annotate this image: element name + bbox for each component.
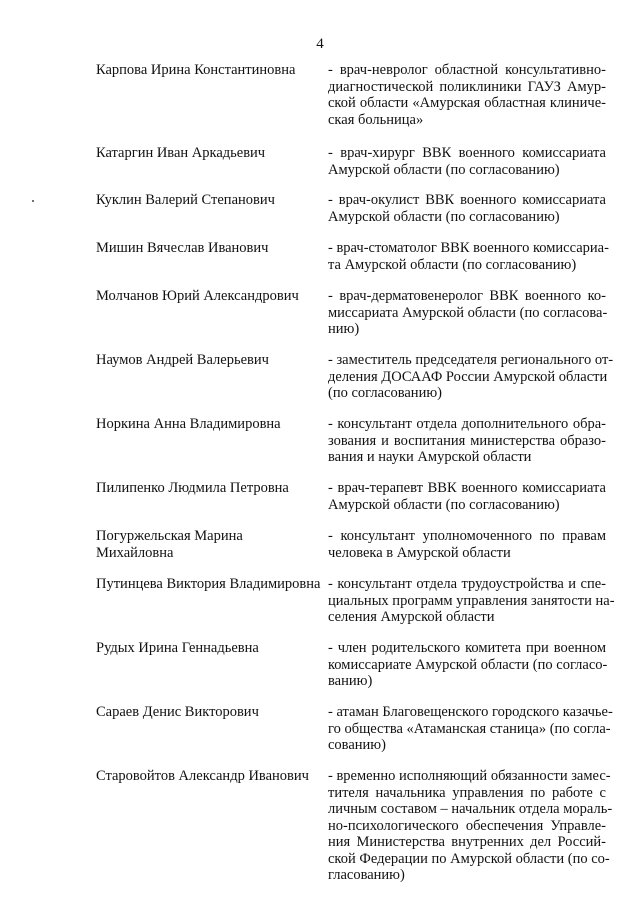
member-name-line: Мишин Вячеслав Иванович xyxy=(96,240,269,256)
member-role xyxy=(328,640,606,690)
member-role-line: сованию) xyxy=(328,737,386,753)
member-role-line: - консультант отдела трудоустройства и спе- xyxy=(328,576,606,592)
member-role-line: зования и воспитания министерства образо- xyxy=(328,432,606,449)
member-role-line: комиссариате Амурской области (по согласо- xyxy=(328,656,608,673)
member-role-line: - атаман Благовещенского городского казачье- xyxy=(328,704,613,720)
member-name xyxy=(96,416,321,433)
member-role-line: циальных программ управления занятости на- xyxy=(328,592,615,609)
member-role-line: тителя начальника управления по работе с xyxy=(328,784,606,801)
member-role-line: - врач-терапевт ВВК военного комиссариата xyxy=(328,480,606,496)
member-name-line: Погуржельская Марина xyxy=(96,528,243,544)
member-name xyxy=(96,704,321,721)
member-name xyxy=(96,576,321,593)
member-role-line: - консультант отдела дополнительного обра- xyxy=(328,416,606,432)
member-name-line: Карпова Ирина Константиновна xyxy=(96,62,296,78)
member-role-line: та Амурской области (по согласованию) xyxy=(328,256,577,273)
member-name-line: Молчанов Юрий Александрович xyxy=(96,288,299,304)
member-name-line: Рудых Ирина Геннадьевна xyxy=(96,640,259,656)
member-role-line: ской Федерации по Амурской области (по со- xyxy=(328,850,610,867)
member-role-line: но-психологического обеспечения Управле- xyxy=(328,817,606,834)
member-name-line: Куклин Валерий Степанович xyxy=(96,192,275,208)
member-role xyxy=(328,145,606,178)
member-name xyxy=(96,145,321,162)
member-role-line: Амурской области (по согласованию) xyxy=(328,161,560,178)
scan-speck xyxy=(32,200,34,202)
member-role xyxy=(328,192,606,225)
member-role-line: деления ДОСААФ России Амурской области xyxy=(328,368,608,385)
member-role-line: (по согласованию) xyxy=(328,385,442,401)
member-role-line: нию) xyxy=(328,321,360,337)
member-role xyxy=(328,576,615,626)
member-role xyxy=(328,240,609,273)
member-role xyxy=(328,768,613,884)
member-role xyxy=(328,704,613,754)
member-name xyxy=(96,768,321,785)
member-role-line: ния Министерства внутренних дел Россий- xyxy=(328,834,606,850)
page-number: 4 xyxy=(316,36,324,52)
member-role-line: - врач-хирург ВВК военного комиссариата xyxy=(328,145,606,161)
member-name xyxy=(96,640,321,657)
member-name-line: Пилипенко Людмила Петровна xyxy=(96,480,289,496)
member-role xyxy=(328,62,606,128)
member-role-line: миссариата Амурской области (по согласова- xyxy=(328,304,608,321)
member-role xyxy=(328,528,606,561)
member-role-line: - врач-стоматолог ВВК военного комиссариа- xyxy=(328,240,609,256)
member-role-line: селения Амурской области xyxy=(328,609,495,625)
member-name-line: Норкина Анна Владимировна xyxy=(96,416,281,432)
member-name xyxy=(96,352,321,369)
member-role-line: Амурской области (по согласованию) xyxy=(328,208,560,225)
member-role-line: го общества «Атаманская станица» (по согла- xyxy=(328,720,611,737)
member-name-line: Старовойтов Александр Иванович xyxy=(96,768,309,784)
member-role xyxy=(328,288,606,338)
member-name xyxy=(96,480,321,497)
member-name-line: Сараев Денис Викторович xyxy=(96,704,259,720)
member-role-line: человека в Амурской области xyxy=(328,544,511,561)
member-role-line: диагностической поликлиники ГАУЗ Амур- xyxy=(328,78,606,95)
member-name xyxy=(96,62,321,79)
member-role-line: - временно исполняющий обязанности замес- xyxy=(328,768,611,784)
member-role-line: - врач-дерматовенеролог ВВК военного ко- xyxy=(328,288,606,304)
member-name-line: Михайловна xyxy=(96,544,174,561)
member-role-line: вания и науки Амурской области xyxy=(328,449,532,465)
member-role-line: - врач-окулист ВВК военного комиссариата xyxy=(328,192,606,208)
member-role-line: личным составом – начальник отдела мораль- xyxy=(328,801,613,817)
member-name xyxy=(96,528,321,561)
member-name xyxy=(96,288,321,305)
member-role xyxy=(328,416,606,466)
member-name-line: Наумов Андрей Валерьевич xyxy=(96,352,269,368)
member-role-line: ской области «Амурская областная клиниче- xyxy=(328,95,606,111)
member-role-line: - заместитель председателя регионального от- xyxy=(328,352,614,368)
member-role-line: ская больница» xyxy=(328,111,424,128)
member-role-line: гласованию) xyxy=(328,867,405,883)
member-role-line: ванию) xyxy=(328,673,373,689)
member-role xyxy=(328,352,614,402)
member-role xyxy=(328,480,606,513)
member-name xyxy=(96,240,321,257)
member-role-line: Амурской области (по согласованию) xyxy=(328,496,560,513)
member-role-line: - врач-невролог областной консультативно- xyxy=(328,62,606,78)
member-name-line: Путинцева Виктория Владимировна xyxy=(96,576,321,592)
member-role-line: - консультант уполномоченного по правам xyxy=(328,528,606,544)
member-name-line: Катаргин Иван Аркадьевич xyxy=(96,145,266,161)
member-role-line: - член родительского комитета при военном xyxy=(328,640,606,656)
member-name xyxy=(96,192,321,209)
